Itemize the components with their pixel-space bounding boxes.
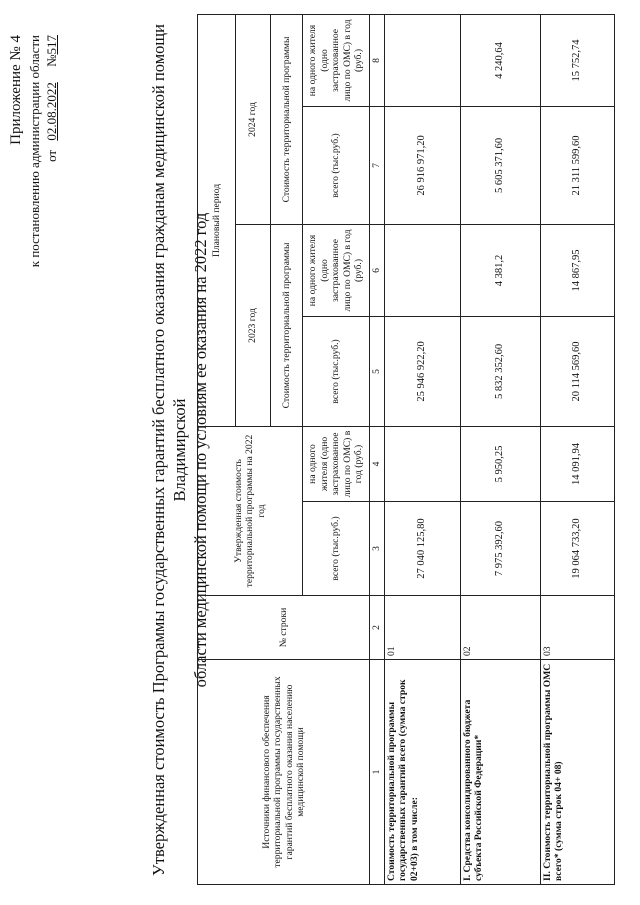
appendix-header [6, 35, 60, 435]
title-line-1: Утвержденная стоимость Программы государственных гарантий бесплатного оказания гражданам медицинской помощи Владимирской [149, 24, 189, 876]
header-per-capita-2024: на одного жителя (одно застрахованное лицо по ОМС) в год (руб.) [303, 14, 370, 106]
appendix-number: Приложение № 4 [8, 35, 24, 145]
header-planned-period: Плановый период [198, 14, 236, 426]
value-2024-total: 5 605 371,60 [460, 106, 540, 224]
decree-number: 517 [44, 35, 59, 55]
header-per-capita-2023: на одного жителя (одно застрахованное лицо по ОМС) в год (руб.) [303, 224, 370, 316]
header-total-2024: всего (тыс.руб.) [303, 106, 370, 224]
row-name: Стоимость территориальной программы государственных гарантий всего (сумма строк 02+03) в том числе: [384, 660, 460, 885]
value-2022-per-capita: 5 950,25 [460, 426, 540, 501]
header-line-number: № строки [198, 596, 370, 660]
column-number: 3 [370, 502, 385, 596]
title-line-2: области медицинской помощи по условиям ее оказания на 2022 год [191, 212, 210, 688]
value-2024-per-capita [384, 14, 460, 106]
column-number: 4 [370, 426, 385, 501]
value-2023-per-capita: 4 381,2 [460, 224, 540, 316]
column-number: 2 [370, 596, 385, 660]
header-total-2023: всего (тыс.руб.) [303, 316, 370, 426]
value-2022-per-capita: 14 091,94 [540, 426, 614, 501]
value-2022-total: 7 975 392,60 [460, 502, 540, 596]
column-number: 5 [370, 316, 385, 426]
row-name: I. Средства консолидированного бюджета субъекта Российской Федерации* [460, 660, 540, 885]
value-2023-total: 5 832 352,60 [460, 316, 540, 426]
value-2024-per-capita: 4 240,64 [460, 14, 540, 106]
row-line-number: 03 [540, 596, 614, 660]
row-line-number: 01 [384, 596, 460, 660]
value-2024-total: 21 311 599,60 [540, 106, 614, 224]
value-2024-total: 26 916 971,20 [384, 106, 460, 224]
column-number: 1 [370, 660, 385, 885]
column-number: 6 [370, 224, 385, 316]
column-number-row [370, 14, 385, 884]
header-cost-2023: Стоимость территориальной программы [271, 224, 303, 426]
cost-table [197, 14, 615, 885]
value-2022-per-capita [384, 426, 460, 501]
decree-date-line: от 02.08.2022 №517 [44, 35, 59, 162]
header-total-2022: всего (тыс.руб.) [303, 502, 370, 596]
decree-reference: к постановлению администрации области [27, 35, 42, 268]
header-year-2024: 2024 год [236, 14, 271, 224]
header-per-capita-2022: на одного жителя (одно застрахованное лицо по ОМС) в год (руб.) [303, 426, 370, 501]
value-2022-total: 27 040 125,80 [384, 502, 460, 596]
header-source: Источники финансового обеспечения территориальной программы государственных гарантий бесплатного оказания населению медицинской помощи [198, 660, 370, 885]
table-row [384, 14, 460, 884]
row-line-number: 02 [460, 596, 540, 660]
table-row [460, 14, 540, 884]
header-year-2023: 2023 год [236, 224, 271, 426]
decree-date: 02.08.2022 [44, 82, 59, 141]
value-2023-per-capita: 14 867,95 [540, 224, 614, 316]
column-number: 8 [370, 14, 385, 106]
value-2023-per-capita [384, 224, 460, 316]
value-2023-total: 25 946 922,20 [384, 316, 460, 426]
header-cost-2024: Стоимость территориальной программы [271, 14, 303, 224]
table-row [540, 14, 614, 884]
header-approved-2022: Утвержденная стоимость территориальной программы на 2022 год [198, 426, 303, 595]
row-name: II. Стоимость территориальной программы ОМС всего* (сумма строк 04+ 08) [540, 660, 614, 885]
value-2022-total: 19 064 733,20 [540, 502, 614, 596]
value-2024-per-capita: 15 752,74 [540, 14, 614, 106]
column-number: 7 [370, 106, 385, 224]
value-2023-total: 20 114 569,60 [540, 316, 614, 426]
